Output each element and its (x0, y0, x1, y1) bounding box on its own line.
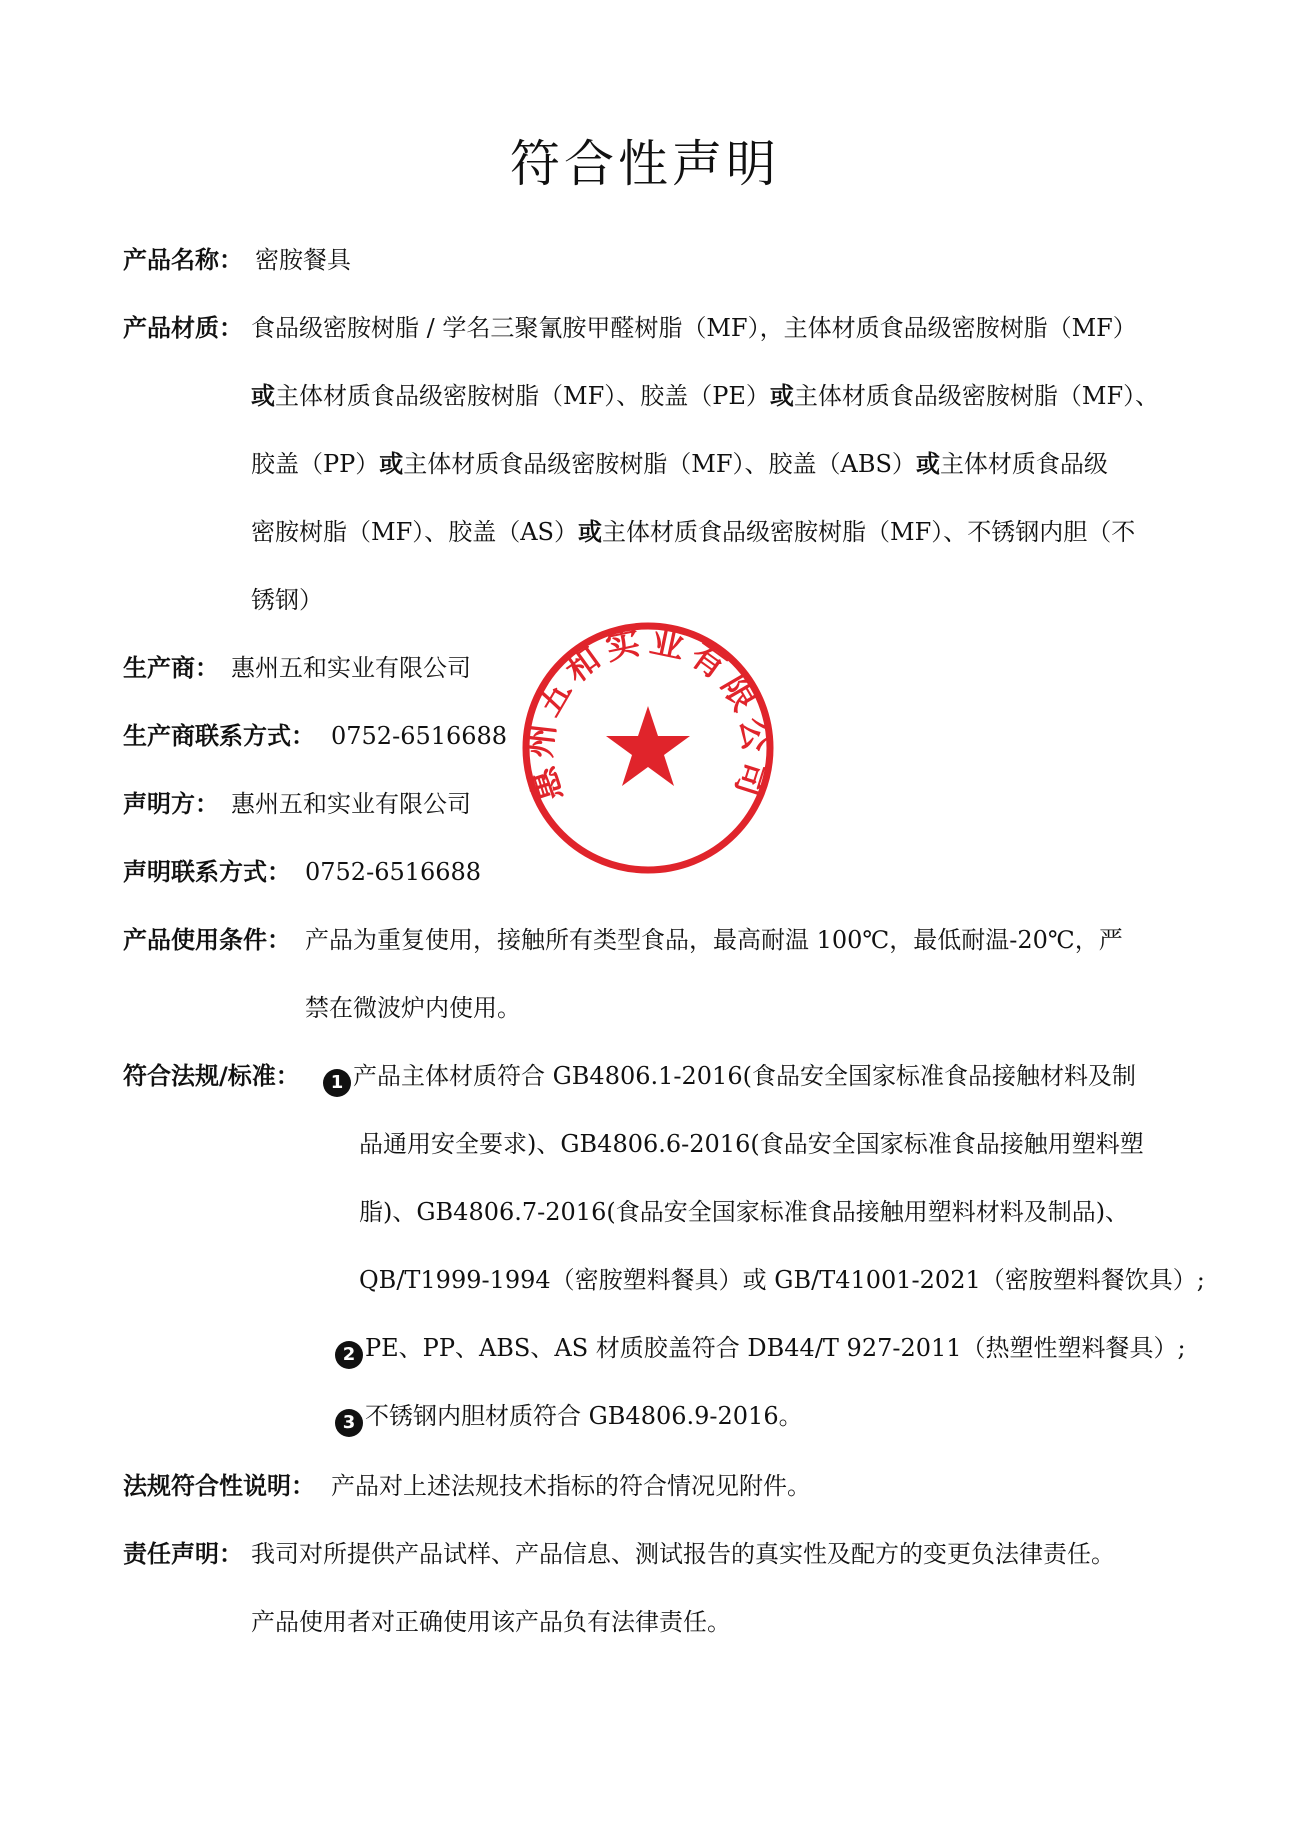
material-line: 胶盖（PP）或主体材质食品级密胺树脂（MF）、胶盖（ABS）或主体材质食品级 (251, 450, 1108, 478)
liability-row (123, 1520, 1183, 1656)
material-line: 食品级密胺树脂 / 学名三聚氰胺甲醛树脂（MF），主体材质食品级密胺树脂（MF） (251, 314, 1137, 342)
compliance-note-row (123, 1452, 1183, 1520)
standard-item-1-line: 品通用安全要求)、GB4806.6-2016(食品安全国家标准食品接触用塑料塑 (359, 1130, 1144, 1158)
number-1-icon: 1 (323, 1069, 351, 1097)
or-connector: 或 (578, 518, 602, 546)
product-material-row (123, 294, 1183, 634)
usage-label: 产品使用条件： (123, 926, 291, 954)
declarant-contact-value: 0752-6516688 (305, 858, 482, 886)
or-connector: 或 (251, 382, 275, 410)
product-name-value: 密胺餐具 (255, 246, 351, 274)
usage-row (123, 906, 1183, 1042)
star-icon (606, 706, 690, 786)
compliance-note-label: 法规符合性说明： (123, 1472, 315, 1500)
liability-line: 产品使用者对正确使用该产品负有法律责任。 (251, 1608, 731, 1636)
or-connector: 或 (379, 450, 404, 478)
declarant-contact-label: 声明联系方式： (123, 858, 291, 886)
manufacturer-value: 惠州五和实业有限公司 (231, 654, 471, 682)
standard-item-2: 2 PE、PP、ABS、AS 材质胶盖符合 DB44/T 927-2011（热塑性塑料餐具）; (335, 1314, 1186, 1382)
or-connector: 或 (769, 382, 794, 410)
standard-item-1: 1 产品主体材质符合 GB4806.1-2016(食品安全国家标准食品接触材料及制 (323, 1042, 1136, 1110)
seal-text: 惠州五和实业有限公司 (519, 621, 777, 807)
material-line: 密胺树脂（MF）、胶盖（AS）或主体材质食品级密胺树脂（MF）、不锈钢内胆（不 (251, 518, 1136, 546)
product-material-label: 产品材质： (123, 314, 243, 342)
liability-label: 责任声明： (123, 1540, 243, 1568)
number-2-icon: 2 (335, 1341, 363, 1369)
product-name-label: 产品名称： (123, 246, 243, 274)
manufacturer-contact-value: 0752-6516688 (331, 722, 508, 750)
liability-line: 我司对所提供产品试样、产品信息、测试报告的真实性及配方的变更负法律责任。 (251, 1540, 1115, 1568)
manufacturer-label: 生产商： (123, 654, 219, 682)
material-line: 或主体材质食品级密胺树脂（MF）、胶盖（PE）或主体材质食品级密胺树脂（MF）、 (251, 382, 1160, 410)
usage-line: 产品为重复使用，接触所有类型食品，最高耐温 100℃，最低耐温-20℃，严 (305, 926, 1123, 954)
manufacturer-contact-label: 生产商联系方式： (123, 722, 315, 750)
page-title: 符合性声明 (510, 135, 780, 193)
standard-item-3: 3 不锈钢内胆材质符合 GB4806.9-2016。 (335, 1382, 803, 1450)
or-connector: 或 (915, 450, 940, 478)
material-line: 锈钢） (251, 586, 323, 614)
number-3-icon: 3 (335, 1409, 363, 1437)
standard-item-1-line: 脂)、GB4806.7-2016(食品安全国家标准食品接触用塑料材料及制品)、 (359, 1198, 1130, 1226)
company-seal (518, 618, 778, 878)
usage-line: 禁在微波炉内使用。 (305, 994, 521, 1022)
product-name-row (123, 226, 1183, 294)
declarant-value: 惠州五和实业有限公司 (231, 790, 471, 818)
compliance-note-value: 产品对上述法规技术指标的符合情况见附件。 (331, 1472, 811, 1500)
declarant-label: 声明方： (123, 790, 219, 818)
standard-item-1-line: QB/T1999-1994（密胺塑料餐具）或 GB/T41001-2021（密胺塑料餐饮具）; (359, 1266, 1205, 1294)
standards-label: 符合法规/标准： (123, 1062, 300, 1090)
standards-row (123, 1042, 1205, 1452)
